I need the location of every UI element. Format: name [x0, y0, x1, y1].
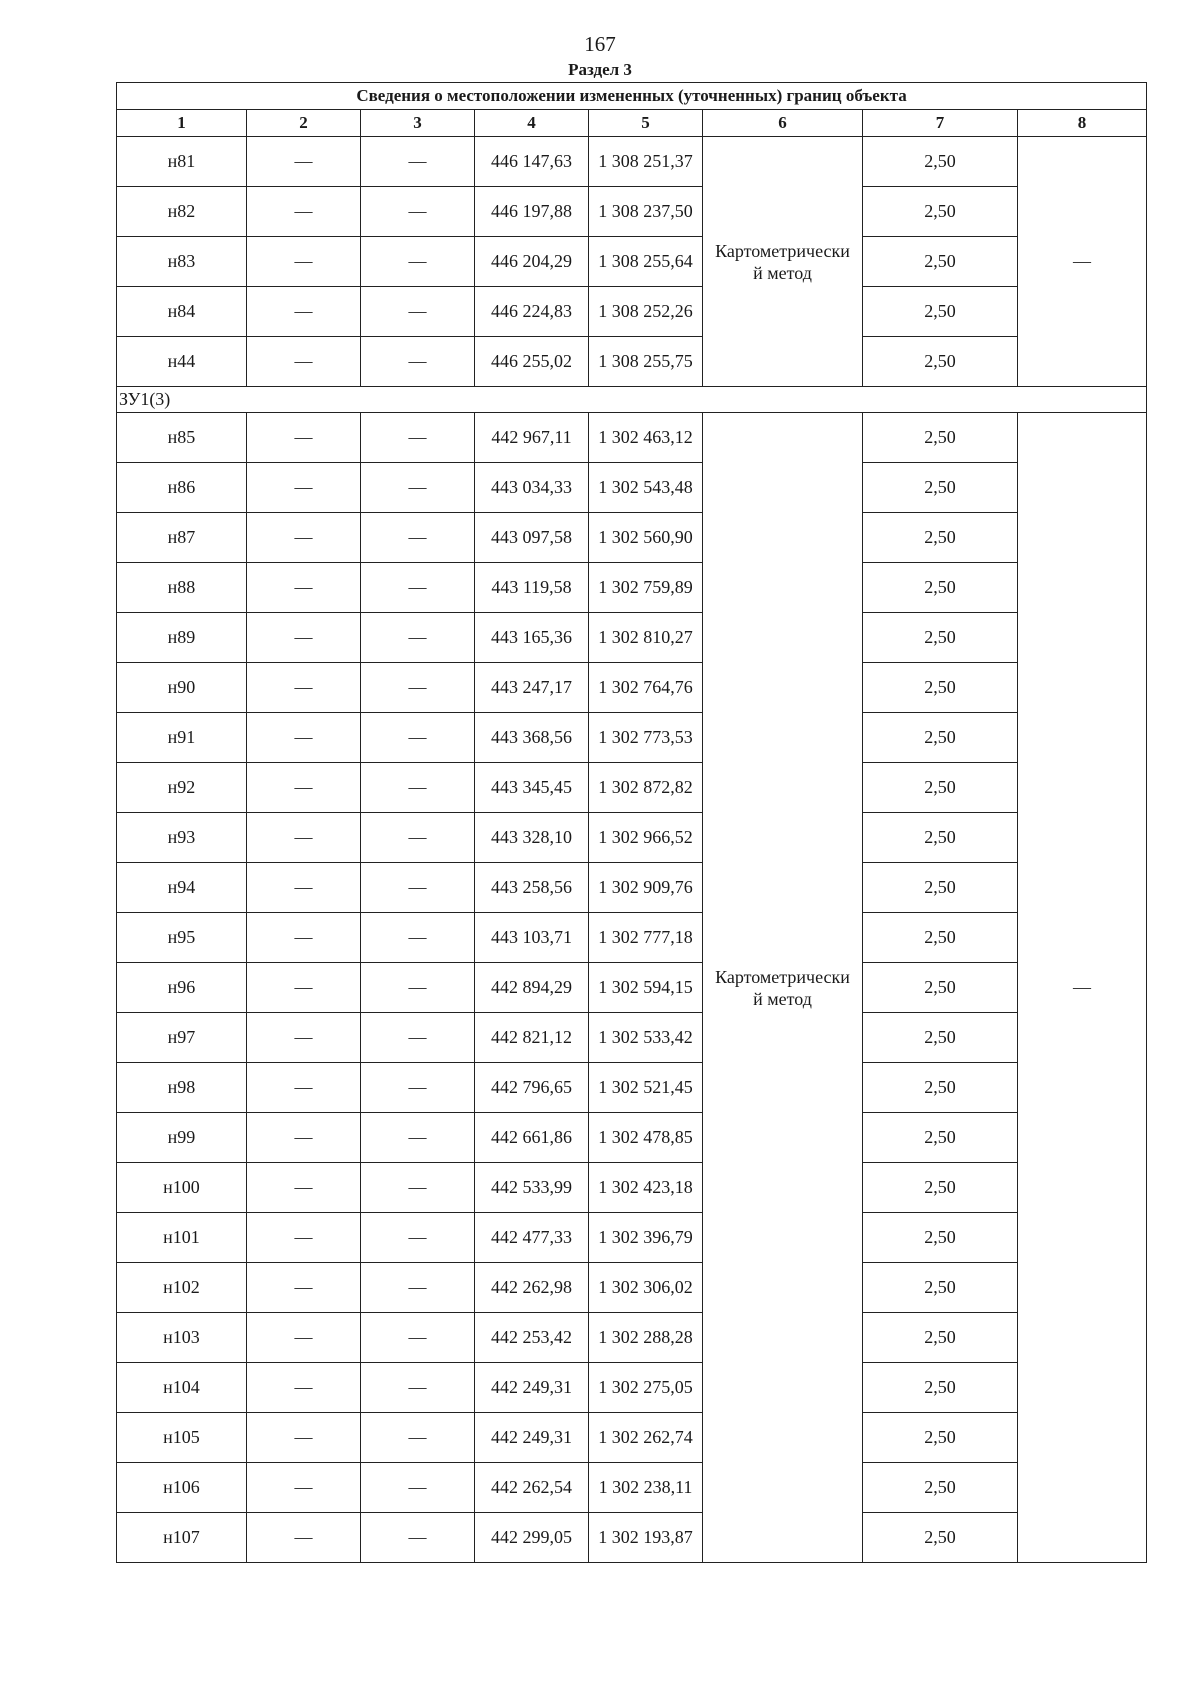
accuracy-cell: 2,50: [863, 463, 1018, 513]
point-name-cell: н92: [117, 763, 247, 813]
column-number: 6: [703, 110, 863, 137]
column-2-cell: —: [247, 337, 361, 387]
point-name-cell: н102: [117, 1263, 247, 1313]
accuracy-cell: 2,50: [863, 1113, 1018, 1163]
point-name-cell: н99: [117, 1113, 247, 1163]
point-name-cell: н87: [117, 513, 247, 563]
table-row: [117, 237, 1147, 287]
y-coordinate-cell: 1 302 764,76: [589, 663, 703, 713]
point-name-cell: н84: [117, 287, 247, 337]
x-coordinate-cell: 443 328,10: [475, 813, 589, 863]
accuracy-cell: 2,50: [863, 763, 1018, 813]
table-row: [117, 287, 1147, 337]
point-name-cell: н81: [117, 137, 247, 187]
group-label: ЗУ1(3): [117, 387, 1147, 413]
x-coordinate-cell: 442 262,54: [475, 1463, 589, 1513]
accuracy-cell: 2,50: [863, 1413, 1018, 1463]
column-3-cell: —: [361, 1163, 475, 1213]
accuracy-cell: 2,50: [863, 287, 1018, 337]
column-2-cell: —: [247, 1213, 361, 1263]
accuracy-cell: 2,50: [863, 1263, 1018, 1313]
method-text-line: й метод: [753, 262, 812, 283]
column-number: 3: [361, 110, 475, 137]
table-row: [117, 413, 1147, 463]
column-3-cell: —: [361, 763, 475, 813]
section-title: Раздел 3: [568, 60, 632, 79]
method-cell: [703, 137, 863, 387]
y-coordinate-cell: 1 302 238,11: [589, 1463, 703, 1513]
x-coordinate-cell: 442 967,11: [475, 413, 589, 463]
column-2-cell: —: [247, 237, 361, 287]
table-row: [117, 1113, 1147, 1163]
accuracy-cell: 2,50: [863, 513, 1018, 563]
table-row: [117, 187, 1147, 237]
table-row: [117, 1313, 1147, 1363]
table-row: [117, 1013, 1147, 1063]
column-8-cell: —: [1018, 137, 1147, 387]
x-coordinate-cell: 442 249,31: [475, 1413, 589, 1463]
y-coordinate-cell: 1 302 478,85: [589, 1113, 703, 1163]
column-2-cell: —: [247, 863, 361, 913]
column-3-cell: —: [361, 137, 475, 187]
column-3-cell: —: [361, 513, 475, 563]
column-number: 7: [863, 110, 1018, 137]
table-row: [117, 1513, 1147, 1563]
column-3-cell: —: [361, 237, 475, 287]
x-coordinate-cell: 443 119,58: [475, 563, 589, 613]
y-coordinate-cell: 1 302 773,53: [589, 713, 703, 763]
x-coordinate-cell: 442 796,65: [475, 1063, 589, 1113]
x-coordinate-cell: 442 894,29: [475, 963, 589, 1013]
table-body-group2: [117, 413, 1147, 1563]
point-name-cell: н101: [117, 1213, 247, 1263]
point-name-cell: н95: [117, 913, 247, 963]
column-2-cell: —: [247, 413, 361, 463]
x-coordinate-cell: 443 103,71: [475, 913, 589, 963]
y-coordinate-cell: 1 308 255,75: [589, 337, 703, 387]
x-coordinate-cell: 443 368,56: [475, 713, 589, 763]
accuracy-cell: 2,50: [863, 413, 1018, 463]
page-number: 167: [584, 32, 616, 56]
x-coordinate-cell: 442 821,12: [475, 1013, 589, 1063]
point-name-cell: н90: [117, 663, 247, 713]
column-2-cell: —: [247, 663, 361, 713]
column-3-cell: —: [361, 913, 475, 963]
table-row: [117, 813, 1147, 863]
column-3-cell: —: [361, 963, 475, 1013]
column-3-cell: —: [361, 663, 475, 713]
column-3-cell: —: [361, 863, 475, 913]
table-group-divider: [117, 387, 1147, 413]
method-text-line: й метод: [753, 988, 812, 1009]
x-coordinate-cell: 446 255,02: [475, 337, 589, 387]
accuracy-cell: 2,50: [863, 1213, 1018, 1263]
point-name-cell: н44: [117, 337, 247, 387]
y-coordinate-cell: 1 302 872,82: [589, 763, 703, 813]
accuracy-cell: 2,50: [863, 813, 1018, 863]
accuracy-cell: 2,50: [863, 137, 1018, 187]
point-name-cell: н91: [117, 713, 247, 763]
accuracy-cell: 2,50: [863, 663, 1018, 713]
point-name-cell: н105: [117, 1413, 247, 1463]
column-3-cell: —: [361, 1213, 475, 1263]
accuracy-cell: 2,50: [863, 863, 1018, 913]
accuracy-cell: 2,50: [863, 1013, 1018, 1063]
accuracy-cell: 2,50: [863, 1363, 1018, 1413]
y-coordinate-cell: 1 302 594,15: [589, 963, 703, 1013]
y-coordinate-cell: 1 302 306,02: [589, 1263, 703, 1313]
column-number: 8: [1018, 110, 1147, 137]
column-number: 1: [117, 110, 247, 137]
point-name-cell: н96: [117, 963, 247, 1013]
y-coordinate-cell: 1 302 396,79: [589, 1213, 703, 1263]
y-coordinate-cell: 1 302 275,05: [589, 1363, 703, 1413]
accuracy-cell: 2,50: [863, 237, 1018, 287]
x-coordinate-cell: 443 097,58: [475, 513, 589, 563]
column-3-cell: —: [361, 1313, 475, 1363]
point-name-cell: н82: [117, 187, 247, 237]
x-coordinate-cell: 446 204,29: [475, 237, 589, 287]
point-name-cell: н94: [117, 863, 247, 913]
accuracy-cell: 2,50: [863, 337, 1018, 387]
table-row: [117, 463, 1147, 513]
column-3-cell: —: [361, 1063, 475, 1113]
column-2-cell: —: [247, 287, 361, 337]
column-3-cell: —: [361, 413, 475, 463]
x-coordinate-cell: 442 262,98: [475, 1263, 589, 1313]
column-3-cell: —: [361, 813, 475, 863]
y-coordinate-cell: 1 302 193,87: [589, 1513, 703, 1563]
column-2-cell: —: [247, 1413, 361, 1463]
point-name-cell: н97: [117, 1013, 247, 1063]
group-label-row: [117, 387, 1147, 413]
y-coordinate-cell: 1 308 251,37: [589, 137, 703, 187]
accuracy-cell: 2,50: [863, 613, 1018, 663]
x-coordinate-cell: 443 165,36: [475, 613, 589, 663]
y-coordinate-cell: 1 302 759,89: [589, 563, 703, 613]
column-3-cell: —: [361, 1413, 475, 1463]
x-coordinate-cell: 446 197,88: [475, 187, 589, 237]
y-coordinate-cell: 1 302 262,74: [589, 1413, 703, 1463]
accuracy-cell: 2,50: [863, 1163, 1018, 1213]
point-name-cell: н88: [117, 563, 247, 613]
table-row: [117, 1263, 1147, 1313]
accuracy-cell: 2,50: [863, 1463, 1018, 1513]
y-coordinate-cell: 1 302 533,42: [589, 1013, 703, 1063]
accuracy-cell: 2,50: [863, 563, 1018, 613]
table-row: [117, 1463, 1147, 1513]
x-coordinate-cell: 443 034,33: [475, 463, 589, 513]
column-3-cell: —: [361, 563, 475, 613]
accuracy-cell: 2,50: [863, 713, 1018, 763]
x-coordinate-cell: 443 345,45: [475, 763, 589, 813]
table-body-group1: [117, 137, 1147, 387]
y-coordinate-cell: 1 302 423,18: [589, 1163, 703, 1213]
column-8-cell: —: [1018, 413, 1147, 1563]
x-coordinate-cell: 442 299,05: [475, 1513, 589, 1563]
column-2-cell: —: [247, 613, 361, 663]
table-row: [117, 913, 1147, 963]
table-row: [117, 713, 1147, 763]
accuracy-cell: 2,50: [863, 1063, 1018, 1113]
point-name-cell: н100: [117, 1163, 247, 1213]
table-caption-row: [117, 83, 1147, 110]
y-coordinate-cell: 1 302 777,18: [589, 913, 703, 963]
accuracy-cell: 2,50: [863, 1313, 1018, 1363]
table-row: [117, 1363, 1147, 1413]
column-number-row: [117, 110, 1147, 137]
table-row: [117, 963, 1147, 1013]
table-row: [117, 137, 1147, 187]
y-coordinate-cell: 1 302 463,12: [589, 413, 703, 463]
y-coordinate-cell: 1 308 237,50: [589, 187, 703, 237]
accuracy-cell: 2,50: [863, 963, 1018, 1013]
table-caption: Сведения о местоположении измененных (уточненных) границ объекта: [117, 83, 1147, 110]
column-number: 5: [589, 110, 703, 137]
column-number: 2: [247, 110, 361, 137]
column-3-cell: —: [361, 463, 475, 513]
column-3-cell: —: [361, 1363, 475, 1413]
table-row: [117, 763, 1147, 813]
table-row: [117, 1413, 1147, 1463]
column-3-cell: —: [361, 1013, 475, 1063]
column-2-cell: —: [247, 513, 361, 563]
column-3-cell: —: [361, 1113, 475, 1163]
column-2-cell: —: [247, 1163, 361, 1213]
y-coordinate-cell: 1 302 966,52: [589, 813, 703, 863]
table-row: [117, 513, 1147, 563]
accuracy-cell: 2,50: [863, 913, 1018, 963]
y-coordinate-cell: 1 302 543,48: [589, 463, 703, 513]
y-coordinate-cell: 1 302 909,76: [589, 863, 703, 913]
x-coordinate-cell: 446 224,83: [475, 287, 589, 337]
x-coordinate-cell: 442 533,99: [475, 1163, 589, 1213]
column-3-cell: —: [361, 287, 475, 337]
table-row: [117, 863, 1147, 913]
x-coordinate-cell: 442 249,31: [475, 1363, 589, 1413]
method-text-line: Картометрически: [715, 966, 850, 987]
column-3-cell: —: [361, 1463, 475, 1513]
x-coordinate-cell: 446 147,63: [475, 137, 589, 187]
coordinates-table: [116, 82, 1147, 1563]
table-row: [117, 1063, 1147, 1113]
point-name-cell: н106: [117, 1463, 247, 1513]
column-3-cell: —: [361, 713, 475, 763]
y-coordinate-cell: 1 302 560,90: [589, 513, 703, 563]
y-coordinate-cell: 1 302 288,28: [589, 1313, 703, 1363]
method-text-line: Картометрически: [715, 240, 850, 261]
table-row: [117, 563, 1147, 613]
column-2-cell: —: [247, 187, 361, 237]
x-coordinate-cell: 443 258,56: [475, 863, 589, 913]
column-2-cell: —: [247, 1263, 361, 1313]
column-3-cell: —: [361, 337, 475, 387]
point-name-cell: н93: [117, 813, 247, 863]
column-2-cell: —: [247, 963, 361, 1013]
x-coordinate-cell: 443 247,17: [475, 663, 589, 713]
point-name-cell: н83: [117, 237, 247, 287]
point-name-cell: н103: [117, 1313, 247, 1363]
column-2-cell: —: [247, 137, 361, 187]
column-3-cell: —: [361, 1513, 475, 1563]
y-coordinate-cell: 1 308 252,26: [589, 287, 703, 337]
x-coordinate-cell: 442 477,33: [475, 1213, 589, 1263]
accuracy-cell: 2,50: [863, 187, 1018, 237]
column-2-cell: —: [247, 763, 361, 813]
y-coordinate-cell: 1 308 255,64: [589, 237, 703, 287]
column-2-cell: —: [247, 1063, 361, 1113]
y-coordinate-cell: 1 302 810,27: [589, 613, 703, 663]
point-name-cell: н104: [117, 1363, 247, 1413]
column-2-cell: —: [247, 813, 361, 863]
column-2-cell: —: [247, 1513, 361, 1563]
table-row: [117, 613, 1147, 663]
x-coordinate-cell: 442 253,42: [475, 1313, 589, 1363]
point-name-cell: н98: [117, 1063, 247, 1113]
table-row: [117, 337, 1147, 387]
table-row: [117, 663, 1147, 713]
y-coordinate-cell: 1 302 521,45: [589, 1063, 703, 1113]
table-row: [117, 1163, 1147, 1213]
point-name-cell: н86: [117, 463, 247, 513]
column-2-cell: —: [247, 713, 361, 763]
column-3-cell: —: [361, 613, 475, 663]
table-row: [117, 1213, 1147, 1263]
column-number: 4: [475, 110, 589, 137]
method-cell: [703, 413, 863, 1563]
column-2-cell: —: [247, 1363, 361, 1413]
point-name-cell: н89: [117, 613, 247, 663]
column-2-cell: —: [247, 1463, 361, 1513]
column-2-cell: —: [247, 1113, 361, 1163]
column-2-cell: —: [247, 913, 361, 963]
column-2-cell: —: [247, 1313, 361, 1363]
x-coordinate-cell: 442 661,86: [475, 1113, 589, 1163]
accuracy-cell: 2,50: [863, 1513, 1018, 1563]
column-2-cell: —: [247, 563, 361, 613]
column-3-cell: —: [361, 1263, 475, 1313]
column-2-cell: —: [247, 463, 361, 513]
point-name-cell: н107: [117, 1513, 247, 1563]
column-3-cell: —: [361, 187, 475, 237]
point-name-cell: н85: [117, 413, 247, 463]
column-2-cell: —: [247, 1013, 361, 1063]
